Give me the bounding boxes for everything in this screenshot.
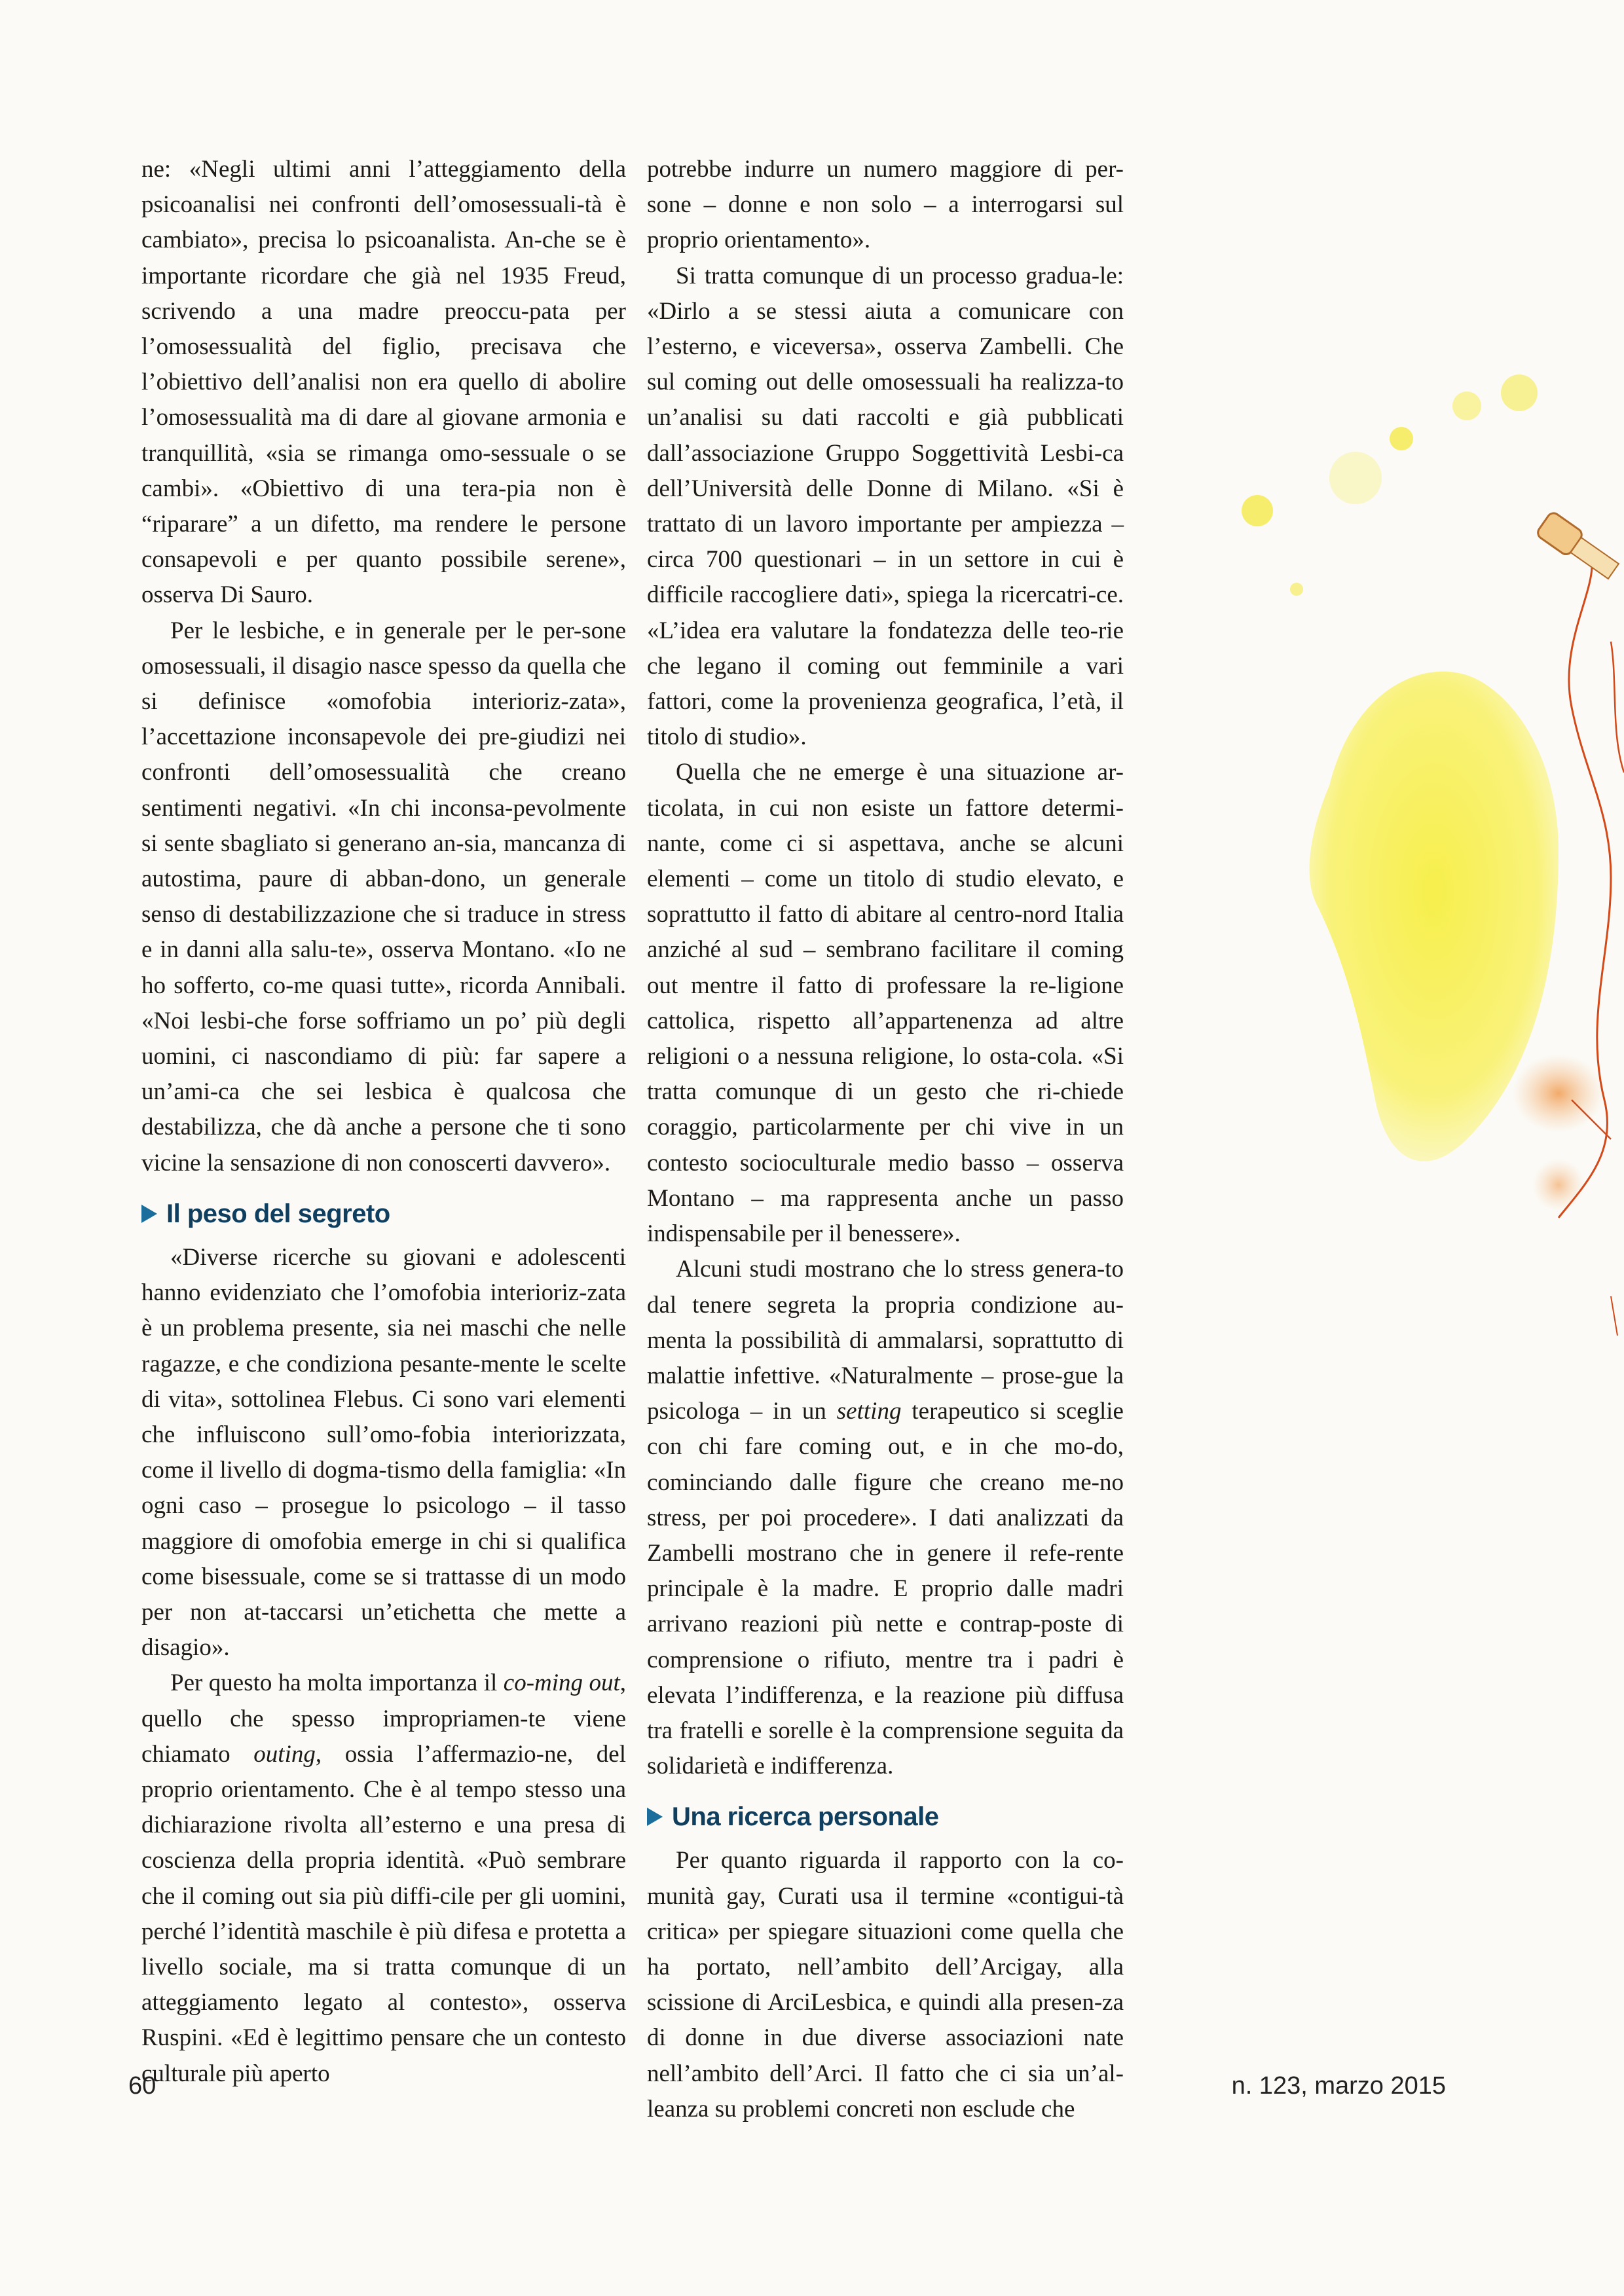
section-heading-text: Il peso del segreto	[166, 1199, 390, 1228]
paragraph: «Diverse ricerche su giovani e adolescenti hanno evidenziato che l’omofobia interioriz-zata è un problema presente, sia nei maschi che nelle ragazze, e che condiziona pesante-mente le scelte di vita», sottolinea Flebus. Ci sono vari elementi che influiscono sull’omo-fobia interiorizzata, come il livello di dogma-tismo della famiglia: «In ogni caso – prosegue lo psicologo – il tasso maggiore di omofobia emerge in chi si qualifica come bisessuale, come se si trattasse di un modo per non at-taccarsi un’etichetta che mette a disagio».	[141, 1243, 626, 1662]
right-column	[647, 152, 1124, 2127]
paragraph: Per quanto riguarda il rapporto con la co-munità gay, Curati usa il termine «contigui-tà critica» per spiegare situazioni come quella che ha portato, nell’ambito dell’Arcigay, alla scissione di ArciLesbica, e quindi alla presen-za di donne in due diverse associazioni nate nell’ambito dell’Arci. Il fatto che ci sia un’al-leanza su problemi concreti non esclude che	[647, 1847, 1124, 2123]
paragraph: Per le lesbiche, e in generale per le per-sone omosessuali, il disagio nasce spesso da quella che si definisce «omofobia interioriz-zata», l’accettazione inconsapevole dei pre-giudizi nei confronti dell’omosessualità che creano sentimenti negativi. «In chi inconsa-pevolmente si sente sbagliato si generano an-sia, mancanza di autostima, paure di abban-dono, un generale senso di destabilizzazione che si traduce in stress e in danni alla salu-te», osserva Montano. «Io ne ho sofferto, co-me quasi tutte», ricorda Annibali. «Noi lesbi-che forse soffriamo un po’ più degli uomini, ci nascondiamo di più: far sapere a un’ami-ca che sei lesbica è qualcosa che destabilizza, che dà anche a persone che ti sono vicine la sensazione di non conoscerti davvero».	[141, 617, 626, 1176]
section-heading	[647, 1796, 1124, 1838]
paragraph: potrebbe indurre un numero maggiore di per-sone – donne e non solo – a interrogarsi sul proprio orientamento».	[647, 156, 1124, 254]
section-heading-text: Una ricerca personale	[672, 1802, 939, 1832]
watercolor-illustration	[1218, 314, 1624, 1362]
section-heading	[141, 1193, 626, 1235]
paragraph: Si tratta comunque di un processo gradua-le: «Dirlo a se stessi aiuta a comunicare con l’esterno, e viceversa», osserva Zambelli. Che sul coming out delle omosessuali ha realizza-to un’analisi su dati raccolti e già pubblicati dall’associazione Gruppo Soggettività Lesbi-ca dell’Università delle Donne di Milano. «Si è trattato di un lavoro importante per ampiezza – circa 700 questionari – in un settore in cui è difficile raccogliere dati», spiega la ricercatri-ce. «L’idea era valutare la fondatezza delle teo-rie che legano il coming out femminile a vari fattori, come la provenienza geografica, l’età, il titolo di studio».	[647, 262, 1124, 751]
issue-label: n. 123, marzo 2015	[1231, 2072, 1446, 2100]
paragraph: Per questo ha molta importanza il co-ming out, quello che spesso impropriamen-te viene chiamato outing, ossia l’affermazio-ne, del proprio orientamento. Che è al tempo stesso una dichiarazione rivolta all’esterno e una presa di coscienza della propria identità. «Può sembrare che il coming out sia più diffi-cile per gli uomini, perché l’identità maschile è più difesa e protetta a livello sociale, ma si tratta comunque di un atteggiamento legato al contesto», osserva Ruspini. «Ed è legittimo pensare che un contesto culturale più aperto	[141, 1669, 627, 2087]
left-column	[141, 152, 626, 2092]
paragraph: ne: «Negli ultimi anni l’atteggiamento della psicoanalisi nei confronti dell’omosessuali-tà è cambiato», precisa lo psicoanalista. An-che se è importante ricordare che già nel 1935 Freud, scrivendo a una madre preoccu-pata per l’omosessualità del figlio, precisava che l’obiettivo dell’analisi non era quello di abolire l’omosessualità ma di dare al giovane armonia e tranquillità, «sia se rimanga omo-sessuale o se cambi». «Obiettivo di una tera-pia non è “riparare” a un difetto, ma rendere le persone consapevoli e per quanto possibile serene», osserva Di Sauro.	[141, 156, 626, 609]
triangle-bullet-icon	[141, 1205, 157, 1223]
paragraph: Alcuni studi mostrano che lo stress genera-to dal tenere segreta la propria condizione au-menta la possibilità di ammalarsi, soprattutto di malattie infettive. «Naturalmente – prose-gue la psicologa – in un setting terapeutico si sceglie con chi fare coming out, e in che mo-do, cominciando dalle figure che creano me-no stress, per poi procedere». I dati analizzati da Zambelli mostrano che in genere il refe-rente principale è la madre. E proprio dalle madri arrivano reazioni più nette e contrap-poste di comprensione o rifiuto, mentre tra i padri è elevata l’indifferenza, e la reazione più diffusa tra fratelli e sorelle è la comprensione seguita da solidarietà e indifferenza.	[647, 1256, 1124, 1780]
page-number: 60	[128, 2072, 157, 2100]
paragraph: Quella che ne emerge è una situazione ar-ticolata, in cui non esiste un fattore determi-nante, come ci si aspettava, anche se alcuni elementi – come un titolo di studio elevato, e soprattutto il fatto di abitare al centro-nord Italia anziché al sud – sembrano facilitare il coming out mentre il fatto di professare la re-ligione cattolica, rispetto all’appartenenza ad altre religioni o a nessuna religione, lo osta-cola. «Si tratta comunque di un gesto che ri-chiede coraggio, particolarmente per chi vive in un contesto socioculturale medio basso – osserva Montano – ma rappresenta anche un passo indispensabile per il benessere».	[647, 759, 1124, 1248]
triangle-bullet-icon	[647, 1808, 663, 1826]
